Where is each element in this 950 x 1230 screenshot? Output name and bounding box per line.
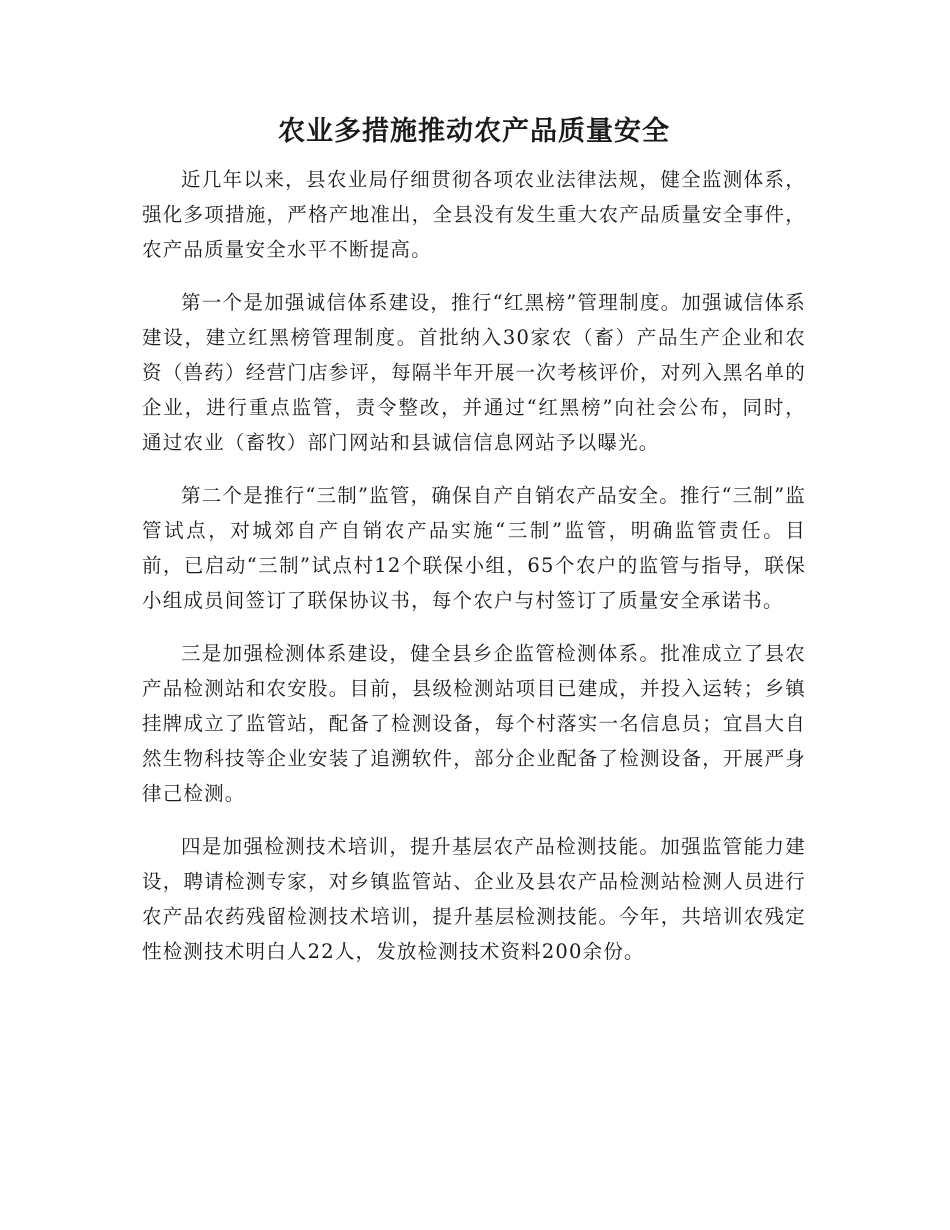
paragraph-credit-system: 第一个是加强诚信体系建设，推行“红黑榜”管理制度。加强诚信体系建设，建立红黑榜管理制度。首批纳入30家农（畜）产品生产企业和农资（兽药）经营门店参评，每隔半年开展一次考核评价，对列入黑名单的企业，进行重点监管，责令整改，并通过“红黑榜”向社会公布，同时，通过农业（畜牧）部门网站和县诚信信息网站予以曝光。 [142,291,806,454]
document-title: 农业多措施推动农产品质量安全 [278,116,670,147]
document-page [142,108,806,987]
paragraph-testing-training: 四是加强检测技术培训，提升基层农产品检测技能。加强监管能力建设，聘请检测专家，对乡镇监管站、企业及县农产品检测站检测人员进行农产品农药残留检测技术培训，提升基层检测技能。今年，共培训农残定性检测技术明白人22人，发放检测技术资料200余份。 [142,835,806,963]
paragraph-intro: 近几年以来，县农业局仔细贯彻各项农业法律法规，健全监测体系，强化多项措施，严格产地准出，全县没有发生重大农产品质量安全事件，农产品质量安全水平不断提高。 [142,168,806,261]
paragraph-testing-system: 三是加强检测体系建设，健全县乡企监管检测体系。批准成立了县农产品检测站和农安股。目前，县级检测站项目已建成，并投入运转；乡镇挂牌成立了监管站，配备了检测设备，每个村落实一名信息员；宜昌大自然生物科技等企业安装了追溯软件，部分企业配备了检测设备，开展严身律己检测。 [142,642,806,805]
paragraph-three-system: 第二个是推行“三制”监管，确保自产自销农产品安全。推行“三制”监管试点，对城郊自产自销农产品实施“三制”监管，明确监管责任。目前，已启动“三制”试点村12个联保小组，65个农户的监管与指导，联保小组成员间签订了联保协议书，每个农户与村签订了质量安全承诺书。 [142,484,806,612]
